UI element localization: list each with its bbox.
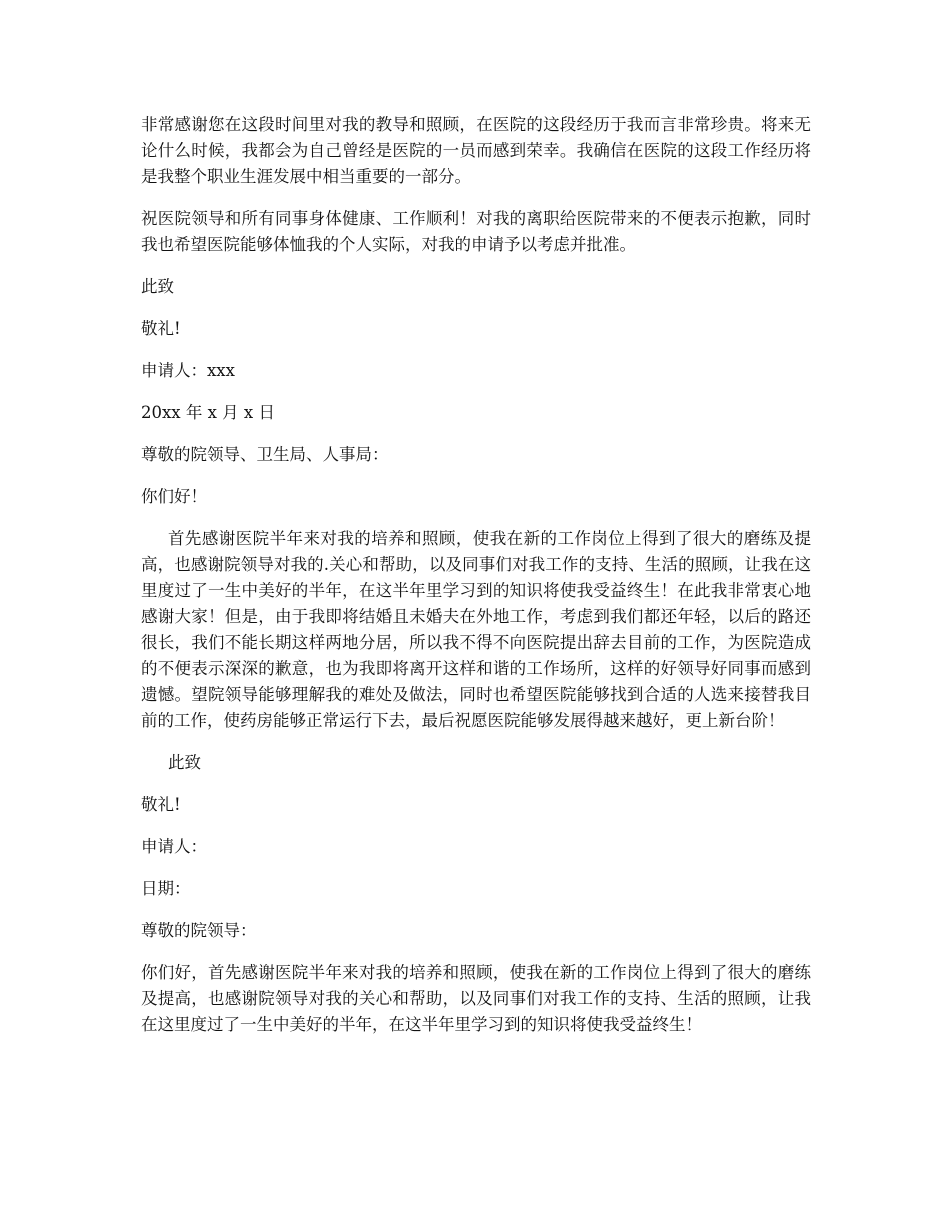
paragraph-final: 你们好，首先感谢医院半年来对我的培养和照顾，使我在新的工作岗位上得到了很大的磨练及提高，也感谢院领导对我的关心和帮助，以及同事们对我工作的支持、生活的照顾，让我在这里度过了一生中美好的半年，在这半年里学习到的知识将使我受益终生！ xyxy=(141,963,811,1034)
paragraph-thanks: 非常感谢您在这段时间里对我的教导和照顾，在医院的这段经历于我而言非常珍贵。将来无论什么时候，我都会为自己曾经是医院的一员而感到荣幸。我确信在医院的这段工作经历将是我整个职业生涯发展中相当重要的一部分。 xyxy=(141,115,811,186)
salutation-line: 敬礼! xyxy=(141,795,181,814)
closing-line: 此致 xyxy=(141,277,174,296)
paragraph-resignation: 首先感谢医院半年来对我的培养和照顾，使我在新的工作岗位上得到了很大的磨练及提高，也感谢院领导对我的.关心和帮助，以及同事们对我工作的支持、生活的照顾，让我在这里度过了一生中美好的半年，在这半年里学习到的知识将使我受益终生！在此我非常衷心地感谢大家！但是，由于我即将结婚且未婚夫在外地工作，考虑到我们都还年轻，以后的路还很长，我们不能长期这样两地分居，所以我不得不向医院提出辞去目前的工作，为医院造成的不便表示深深的歉意，也为我即将离开这样和谐的工作场所，这样的好领导好同事而感到遗憾。望院领导能够理解我的难处及做法，同时也希望医院能够找到合适的人选来接替我目前的工作，使药房能够正常运行下去，最后祝愿医院能够发展得越来越好，更上新台阶！ xyxy=(141,529,811,730)
applicant-line: 申请人： xyxy=(141,837,207,856)
closing-line: 此致 xyxy=(168,753,201,772)
hello-line: 你们好！ xyxy=(141,487,207,506)
document-body xyxy=(141,112,811,1054)
date-line: 20xx 年 x 月 x 日 xyxy=(141,403,275,422)
applicant-line: 申请人：xxx xyxy=(141,361,235,380)
greeting-line: 尊敬的院领导、卫生局、人事局： xyxy=(141,445,389,464)
greeting-line: 尊敬的院领导： xyxy=(141,921,257,940)
date-line: 日期： xyxy=(141,879,191,898)
salutation-line: 敬礼! xyxy=(141,319,181,338)
paragraph-wishes: 祝医院领导和所有同事身体健康、工作顺利！对我的离职给医院带来的不便表示抱歉，同时我也希望医院能够体恤我的个人实际，对我的申请予以考虑并批准。 xyxy=(141,209,811,254)
